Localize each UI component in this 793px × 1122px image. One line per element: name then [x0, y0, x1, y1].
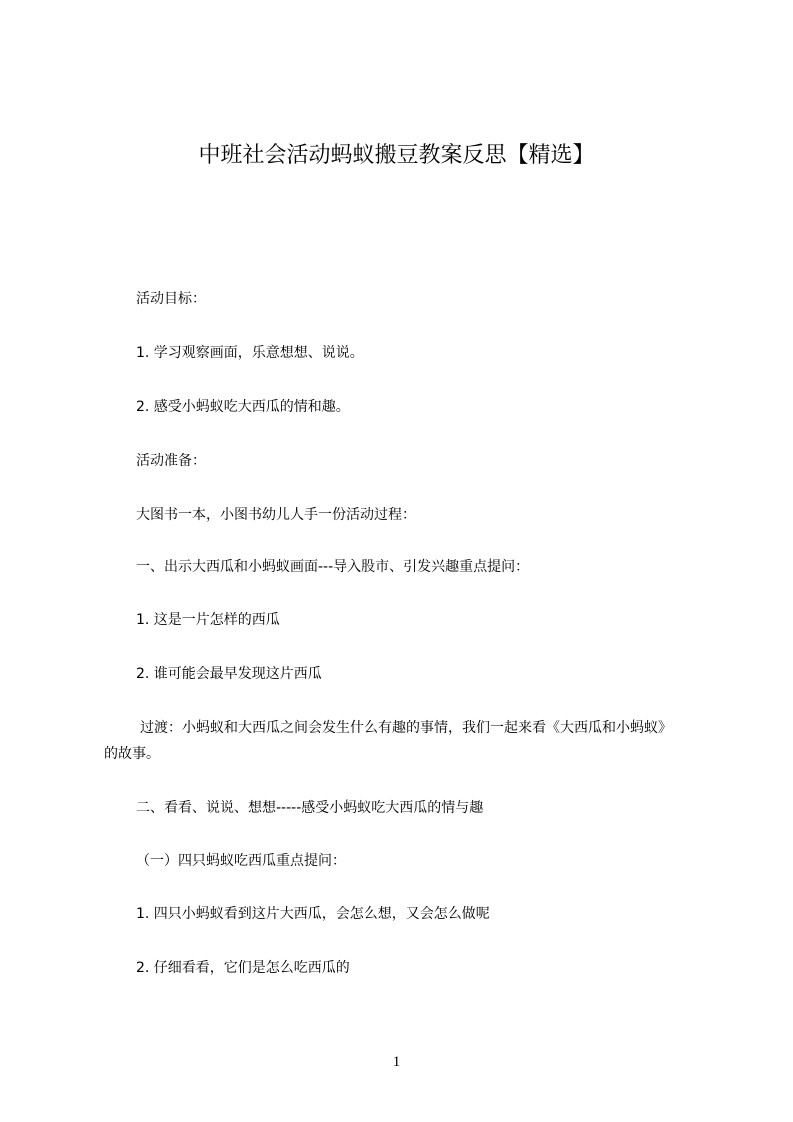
- paragraph: 二、看看、说说、想想-----感受小蚂蚁吃大西瓜的情与趣: [136, 800, 484, 816]
- paragraph: （一）四只蚂蚁吃西瓜重点提问：: [136, 853, 346, 869]
- paragraph: 2. 谁可能会最早发现这片西瓜: [136, 666, 322, 682]
- paragraph: 活动准备：: [136, 453, 206, 469]
- page-number: 1: [392, 1054, 401, 1070]
- paragraph: 1. 这是一片怎样的西瓜: [136, 612, 280, 628]
- paragraph: 1. 四只小蚂蚁看到这片大西瓜，会怎么想，又会怎么做呢: [136, 906, 490, 922]
- paragraph: 一、出示大西瓜和小蚂蚁画面---导入股市、引发兴趣重点提问：: [136, 559, 530, 575]
- paragraph: 过渡：小蚂蚁和大西瓜之间会发生什么有趣的事情，我们一起来看《大西瓜和小蚂蚁》的故事。: [104, 720, 672, 762]
- paragraph: 1. 学习观察画面，乐意想想、说说。: [136, 345, 364, 361]
- document-title: 中班社会活动蚂蚁搬豆教案反思【精选】: [198, 143, 595, 168]
- paragraph: 大图书一本，小图书幼儿人手一份活动过程：: [136, 507, 416, 523]
- paragraph: 2. 感受小蚂蚁吃大西瓜的情和趣。: [136, 399, 350, 415]
- paragraph: 活动目标：: [136, 291, 206, 307]
- paragraph: 2. 仔细看看，它们是怎么吃西瓜的: [136, 960, 350, 976]
